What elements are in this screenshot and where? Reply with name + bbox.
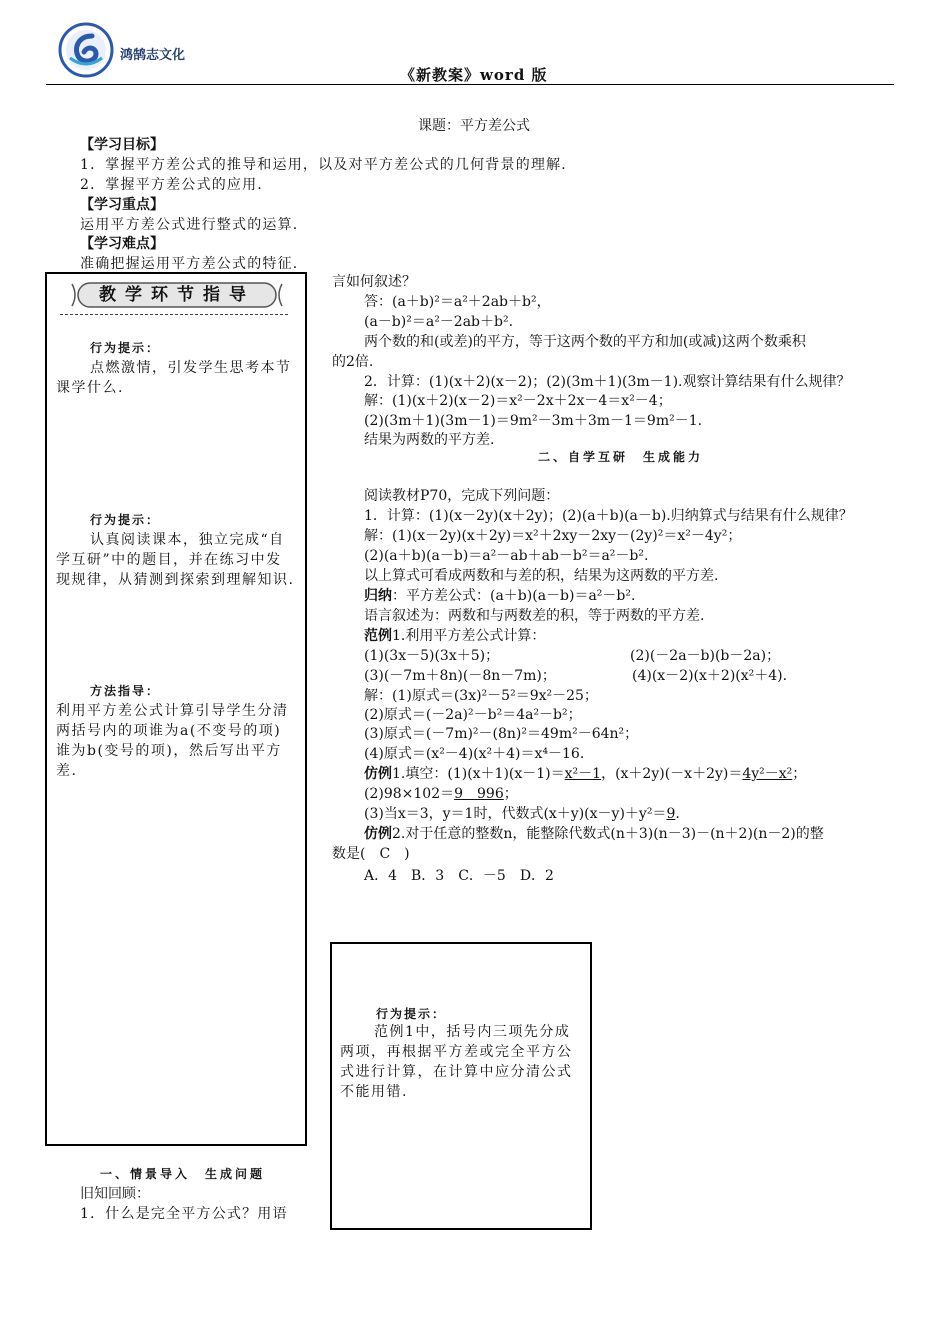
main-line-11: 1．计算：(1)(x－2y)(x＋2y)；(2)(a＋b)(a－b).归纳算式与结果有什么规律？ bbox=[364, 508, 853, 524]
practice-1-label: 仿例 bbox=[364, 766, 392, 782]
practice-2b-text: 2.对于任意的整数n，能整除代数式(n＋3)(n－3)－(n＋2)(n－2)的整 bbox=[392, 826, 824, 842]
logo-icon bbox=[58, 22, 114, 78]
main-line-13: (2)(a＋b)(a－b)＝a²－ab＋ab－b²＝a²－b². bbox=[364, 548, 649, 564]
example-label: 范例 bbox=[364, 628, 392, 644]
brand-logo bbox=[58, 22, 114, 78]
practice-1-mid: ，(x＋2y)(－x＋2y)＝ bbox=[601, 766, 743, 782]
lesson-title: 课题：平方差公式 bbox=[418, 118, 530, 134]
right-hint-title: 行为提示： bbox=[376, 1007, 447, 1021]
hint-1-text: 点燃激情，引发学生思考本节课学什么. bbox=[56, 360, 292, 396]
main-line-10: 阅读教材P70，完成下列问题： bbox=[364, 488, 560, 504]
main-line-15 bbox=[364, 586, 635, 606]
brand-name: 鸿鹄志文化 bbox=[120, 48, 186, 63]
main-line-5: 的2倍. bbox=[332, 354, 374, 370]
goal-1: 1．掌握平方差公式的推导和运用，以及对平方差公式的几何背景的理解. bbox=[80, 157, 567, 173]
summary-label: 归纳 bbox=[364, 588, 392, 604]
document-header-title: 《新教案》word 版 bbox=[400, 66, 548, 84]
main-line-7: 解：(1)(x＋2)(x－2)＝x²－2x＋2x－4＝x²－4； bbox=[364, 393, 672, 409]
practice-3-pre: (3)当x＝3，y＝1时，代数式(x＋y)(x－y)＋y²＝ bbox=[364, 806, 667, 822]
practice-1-answer-1: x²－1 bbox=[564, 766, 602, 782]
section-1-heading: 一、情景导入 生成问题 bbox=[100, 1167, 266, 1181]
main-line-23: (4)原式＝(x²－4)(x²＋4)＝x⁴－16. bbox=[364, 746, 585, 762]
main-line-25 bbox=[364, 784, 518, 804]
review-label: 旧知回顾： bbox=[80, 1186, 150, 1202]
guide-banner bbox=[70, 280, 284, 310]
method-text: 利用平方差公式计算引导学生分清两括号内的项谁为a(不变号的项)谁为b(变号的项)，然后写出平方差. bbox=[56, 703, 289, 779]
main-line-8: (2)(3m＋1)(3m－1)＝9m²－3m＋3m－1＝9m²－1. bbox=[364, 413, 703, 429]
main-line-1: 言如何叙述？ bbox=[332, 274, 416, 290]
practice-3-answer: 9 bbox=[666, 806, 676, 822]
banner-divider bbox=[60, 314, 288, 315]
focus-heading: 【学习重点】 bbox=[80, 197, 164, 213]
practice-2-end: ； bbox=[503, 786, 518, 802]
main-line-14: 以上算式可看成两数和与差的积，结果为这两数的平方差. bbox=[364, 568, 719, 584]
main-line-27 bbox=[364, 824, 824, 844]
main-line-6: 2．计算：(1)(x＋2)(x－2)；(2)(3m＋1)(3m－1).观察计算结果有什么规律？ bbox=[364, 374, 851, 390]
main-line-29: A．4 B．3 C．－5 D．2 bbox=[364, 868, 554, 884]
hint-2-text: 认真阅读课本，独立完成“自学互研”中的题目，并在练习中发现规律，从猜测到探索到理解知识. bbox=[56, 532, 295, 588]
main-line-18a: (1)(3x－5)(3x＋5)； bbox=[364, 648, 500, 664]
goals-heading: 【学习目标】 bbox=[80, 137, 164, 153]
review-question-1: 1．什么是完全平方公式？用语 bbox=[80, 1206, 288, 1222]
practice-2-pre: (2)98×102＝ bbox=[364, 786, 455, 802]
hint-2-title: 行为提示： bbox=[90, 513, 161, 527]
section-2-heading: 二、自学互研 生成能力 bbox=[538, 450, 704, 464]
example-text: 1.利用平方差公式计算： bbox=[392, 628, 546, 644]
difficulty-heading: 【学习难点】 bbox=[80, 236, 164, 252]
main-line-16: 语言叙述为：两数和与两数差的积，等于两数的平方差. bbox=[364, 608, 705, 624]
main-line-4: 两个数的和(或差)的平方，等于这两个数的平方和加(或减)这两个数乘积 bbox=[364, 334, 806, 350]
practice-1-answer-2: 4y²－x² bbox=[742, 766, 793, 782]
main-line-26 bbox=[364, 804, 680, 824]
difficulty-text: 准确把握运用平方差公式的特征. bbox=[80, 256, 299, 272]
main-line-19a: (3)(－7m＋8n)(－8n－7m)； bbox=[364, 668, 556, 684]
practice-1-end: ； bbox=[792, 766, 807, 782]
guide-banner-label: 教学环节指导 bbox=[99, 285, 255, 305]
goal-2: 2．掌握平方差公式的应用. bbox=[80, 177, 263, 193]
main-line-9: 结果为两数的平方差. bbox=[364, 432, 495, 448]
practice-3-end: . bbox=[675, 806, 680, 822]
main-line-19b: (4)(x－2)(x＋2)(x²＋4). bbox=[632, 668, 788, 684]
focus-text: 运用平方差公式进行整式的运算. bbox=[80, 217, 299, 233]
main-line-21: (2)原式＝(－2a)²－b²＝4a²－b²； bbox=[364, 707, 582, 723]
main-line-2: 答：(a＋b)²＝a²＋2ab＋b²， bbox=[364, 294, 551, 310]
main-line-12: 解：(1)(x－2y)(x＋2y)＝x²＋2xy－2xy－(2y)²＝x²－4y²； bbox=[364, 528, 742, 544]
header-divider bbox=[46, 84, 894, 85]
main-line-28: 数是( C ) bbox=[332, 846, 410, 862]
practice-2-answer: 9 996 bbox=[454, 786, 504, 802]
main-line-17 bbox=[364, 626, 545, 646]
practice-1-pre: 1.填空：(1)(x＋1)(x－1)＝ bbox=[392, 766, 565, 782]
main-line-3: (a－b)²＝a²－2ab＋b². bbox=[364, 314, 514, 330]
summary-text: ：平方差公式：(a＋b)(a－b)＝a²－b². bbox=[392, 588, 636, 604]
method-title: 方法指导： bbox=[90, 684, 161, 698]
main-line-22: (3)原式＝(－7m)²－(8n)²＝49m²－64n²； bbox=[364, 726, 639, 742]
main-line-24 bbox=[364, 764, 806, 784]
practice-2b-label: 仿例 bbox=[364, 826, 392, 842]
right-hint-text: 范例1中，括号内三项先分成两项，再根据平方差或完全平方公式进行计算，在计算中应分清公式不能用错. bbox=[340, 1024, 573, 1100]
main-line-18b: (2)(－2a－b)(b－2a)； bbox=[630, 648, 781, 664]
main-line-20: 解：(1)原式＝(3x)²－5²＝9x²－25； bbox=[364, 688, 598, 704]
hint-1-title: 行为提示： bbox=[90, 341, 161, 355]
